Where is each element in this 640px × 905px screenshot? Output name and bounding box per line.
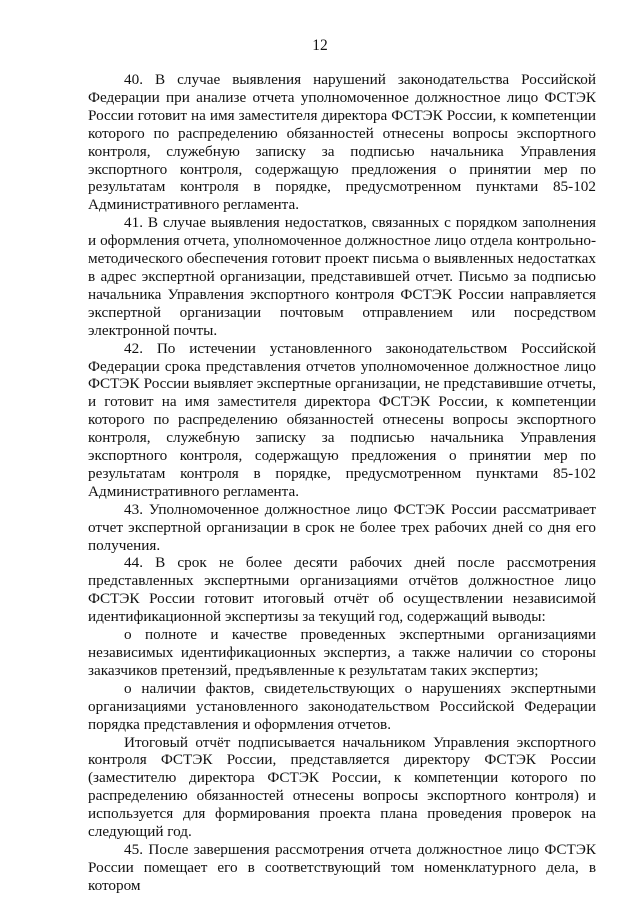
paragraph-45: 45. После завершения рассмотрения отчета должностное лицо ФСТЭК России помещает его в соответствующий том номенклатурного дела, в котором [88,840,596,894]
paragraph-41: 41. В случае выявления недостатков, связанных с порядком заполнения и оформления отчета, уполномоченное должностное лицо отдела контрольно-методического обеспечения готовит проект письма о выявленных недостатках в адрес экспертной организации, представившей отчет. Письмо за подписью начальника Управления экспортного контроля ФСТЭК России направляется экспертной организации почтовым отправлением или посредством электронной почты. [88,214,596,339]
page-number: 12 [312,37,328,54]
paragraph-40: 40. В случае выявления нарушений законодательства Российской Федерации при анализе отчета уполномоченное должностное лицо ФСТЭК России готовит на имя заместителя директора ФСТЭК России, к компетенции которого по распределению обязанностей отнесены вопросы экспортного контроля, служебную записку за подписью начальника Управления экспортного контроля, содержащую предложения о принятии мер по результатам контроля в порядке, предусмотренном пунктами 85-102 Административного регламента. [88,71,596,214]
document-body [88,71,596,895]
paragraph-44-item-2: о наличии фактов, свидетельствующих о нарушениях экспертными организациями установленного законодательством Российской Федерации порядка представления и оформления отчетов. [88,679,596,733]
paragraph-44: 44. В срок не более десяти рабочих дней после рассмотрения представленных экспертными организациями отчётов должностное лицо ФСТЭК России готовит итоговый отчёт об осуществлении независимой идентификационной экспертизы за текущий год, содержащий выводы: [88,554,596,626]
paragraph-43: 43. Уполномоченное должностное лицо ФСТЭК России рассматривает отчет экспертной организации в срок не более трех рабочих дней со дня его получения. [88,500,596,554]
paragraph-44-final-report: Итоговый отчёт подписывается начальником Управления экспортного контроля ФСТЭК России, представляется директору ФСТЭК России (заместителю директора ФСТЭК России, к компетенции которого по распределению обязанностей отнесены вопросы экспортного контроля) и используется для формирования проекта плана проведения проверок на следующий год. [88,733,596,841]
paragraph-44-item-1: о полноте и качестве проведенных экспертными организациями независимых идентификационных экспертиз, а также наличии со стороны заказчиков претензий, предъявленные к результатам таких экспертиз; [88,626,596,679]
paragraph-42: 42. По истечении установленного законодательством Российской Федерации срока представления отчетов уполномоченное должностное лицо ФСТЭК России выявляет экспертные организации, не представившие отчеты, и готовит на имя заместителя директора ФСТЭК России, к компетенции которого по распределению обязанностей отнесены вопросы экспортного контроля, служебную записку за подписью начальника Управления экспортного контроля, содержащую предложения о принятии мер по результатам контроля в порядке, предусмотренном пунктами 85-102 Административного регламента. [88,339,596,500]
